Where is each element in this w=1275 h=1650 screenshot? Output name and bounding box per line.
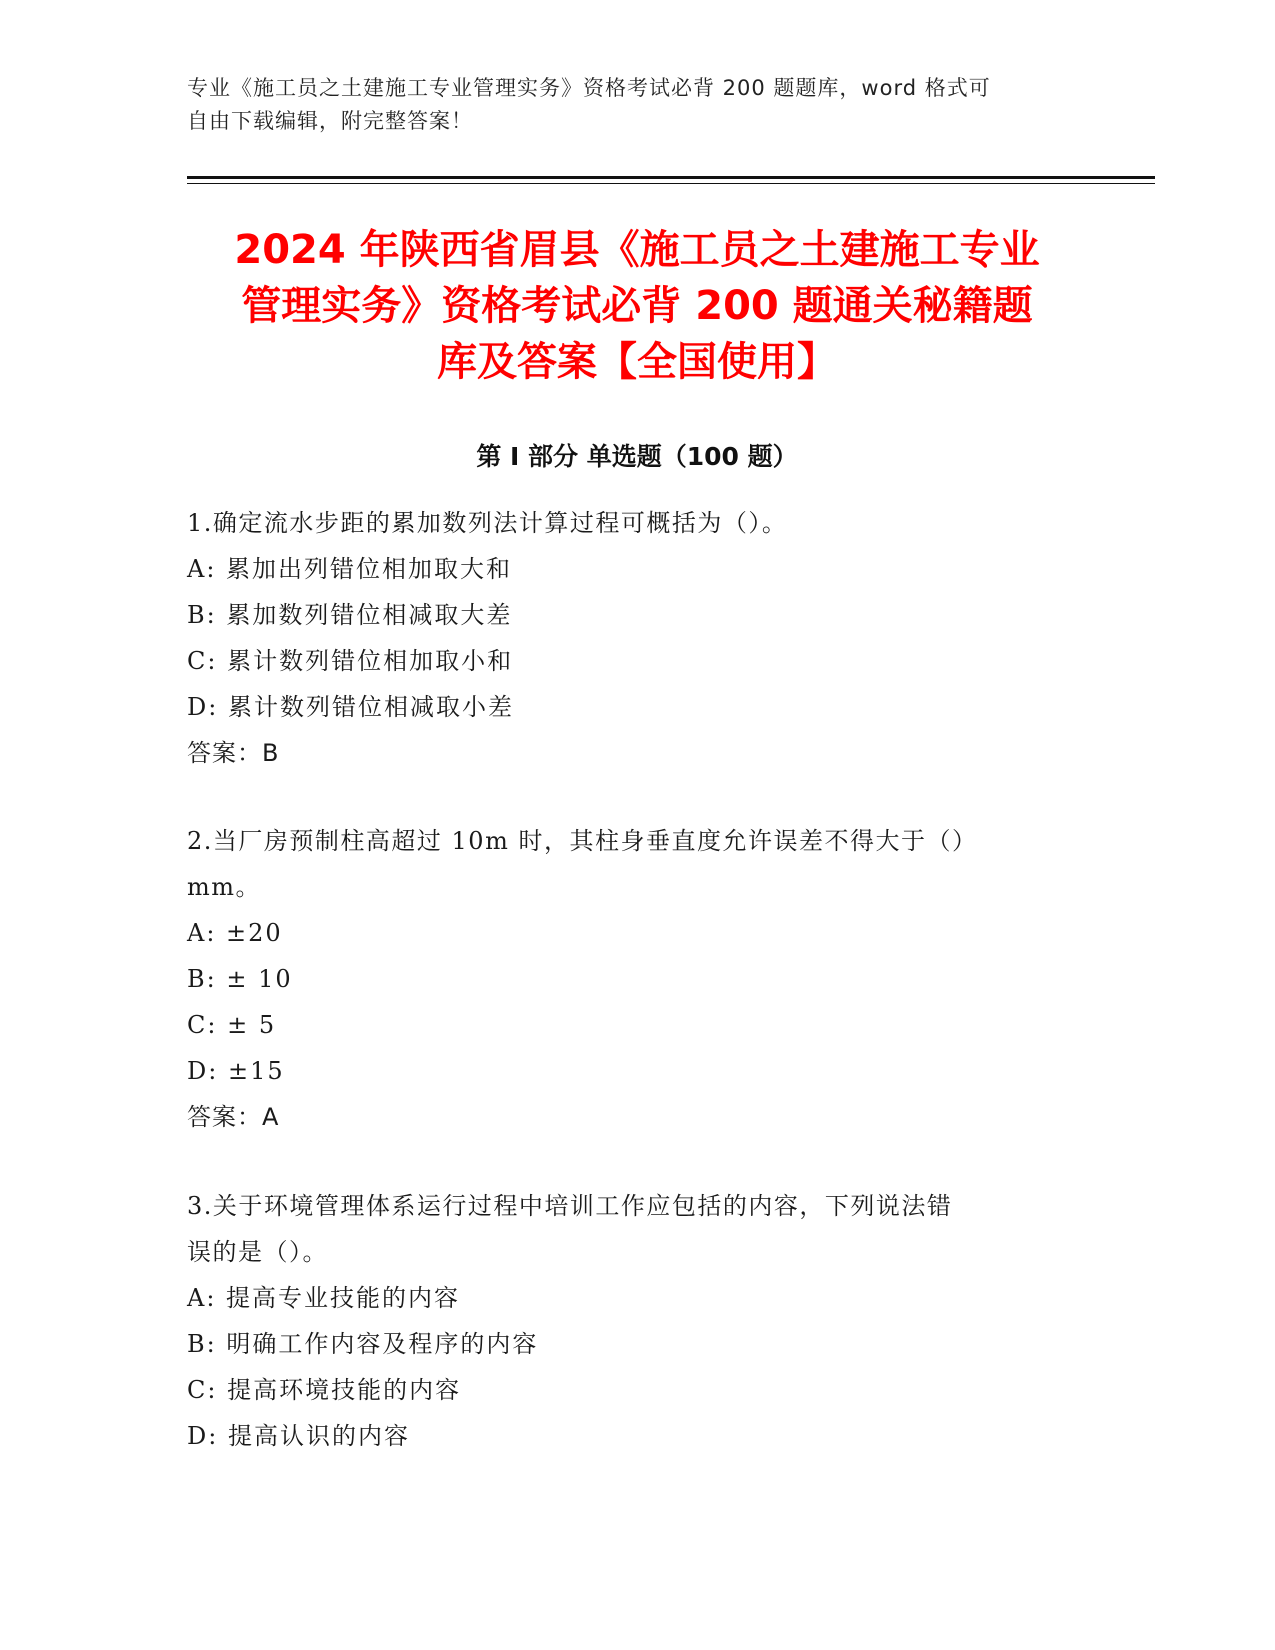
option-b: B: ± 10 — [187, 965, 293, 993]
option-c: C: ± 5 — [187, 1011, 277, 1039]
question-2 — [187, 818, 1067, 1140]
document-title-line-2: 管理实务》资格考试必背 200 题通关秘籍题 — [241, 283, 1033, 329]
option-c: C: 提高环境技能的内容 — [187, 1376, 462, 1404]
question-stem: 2.当厂房预制柱高超过 10m 时，其柱身垂直度允许误差不得大于（） — [187, 827, 978, 855]
header-note-line-2: 自由下载编辑，附完整答案！ — [187, 109, 473, 133]
option-d: D: ±15 — [187, 1057, 285, 1085]
option-d: D: 提高认识的内容 — [187, 1422, 410, 1450]
option-b: B: 累加数列错位相减取大差 — [187, 601, 513, 629]
option-b: B: 明确工作内容及程序的内容 — [187, 1330, 539, 1358]
answer: 答案：B — [187, 739, 280, 767]
header-divider — [187, 176, 1155, 184]
header-note-line-1: 专业《施工员之土建施工专业管理实务》资格考试必背 200 题题库，word 格式可 — [187, 76, 991, 100]
option-d: D: 累计数列错位相减取小差 — [187, 693, 514, 721]
question-stem: 3.关于环境管理体系运行过程中培训工作应包括的内容，下列说法错 — [187, 1192, 953, 1220]
question-stem-continued: 误的是（）。 — [187, 1238, 328, 1266]
document-title-line-3: 库及答案【全国使用】 — [437, 339, 837, 385]
question-3 — [187, 1183, 1067, 1459]
option-c: C: 累计数列错位相加取小和 — [187, 647, 514, 675]
question-1 — [187, 500, 1067, 776]
option-a: A: ±20 — [187, 919, 283, 947]
question-stem-continued: mm。 — [187, 873, 262, 901]
question-stem: 1.确定流水步距的累加数列法计算过程可概括为（）。 — [187, 509, 788, 537]
option-a: A: 提高专业技能的内容 — [187, 1284, 461, 1312]
document-title — [187, 222, 1087, 390]
section-title: 第 I 部分 单选题（100 题） — [476, 442, 798, 471]
document-title-line-1: 2024 年陕西省眉县《施工员之土建施工专业 — [234, 227, 1040, 273]
answer: 答案：A — [187, 1103, 280, 1131]
option-a: A: 累加出列错位相加取大和 — [187, 555, 513, 583]
header-note — [187, 72, 1067, 138]
